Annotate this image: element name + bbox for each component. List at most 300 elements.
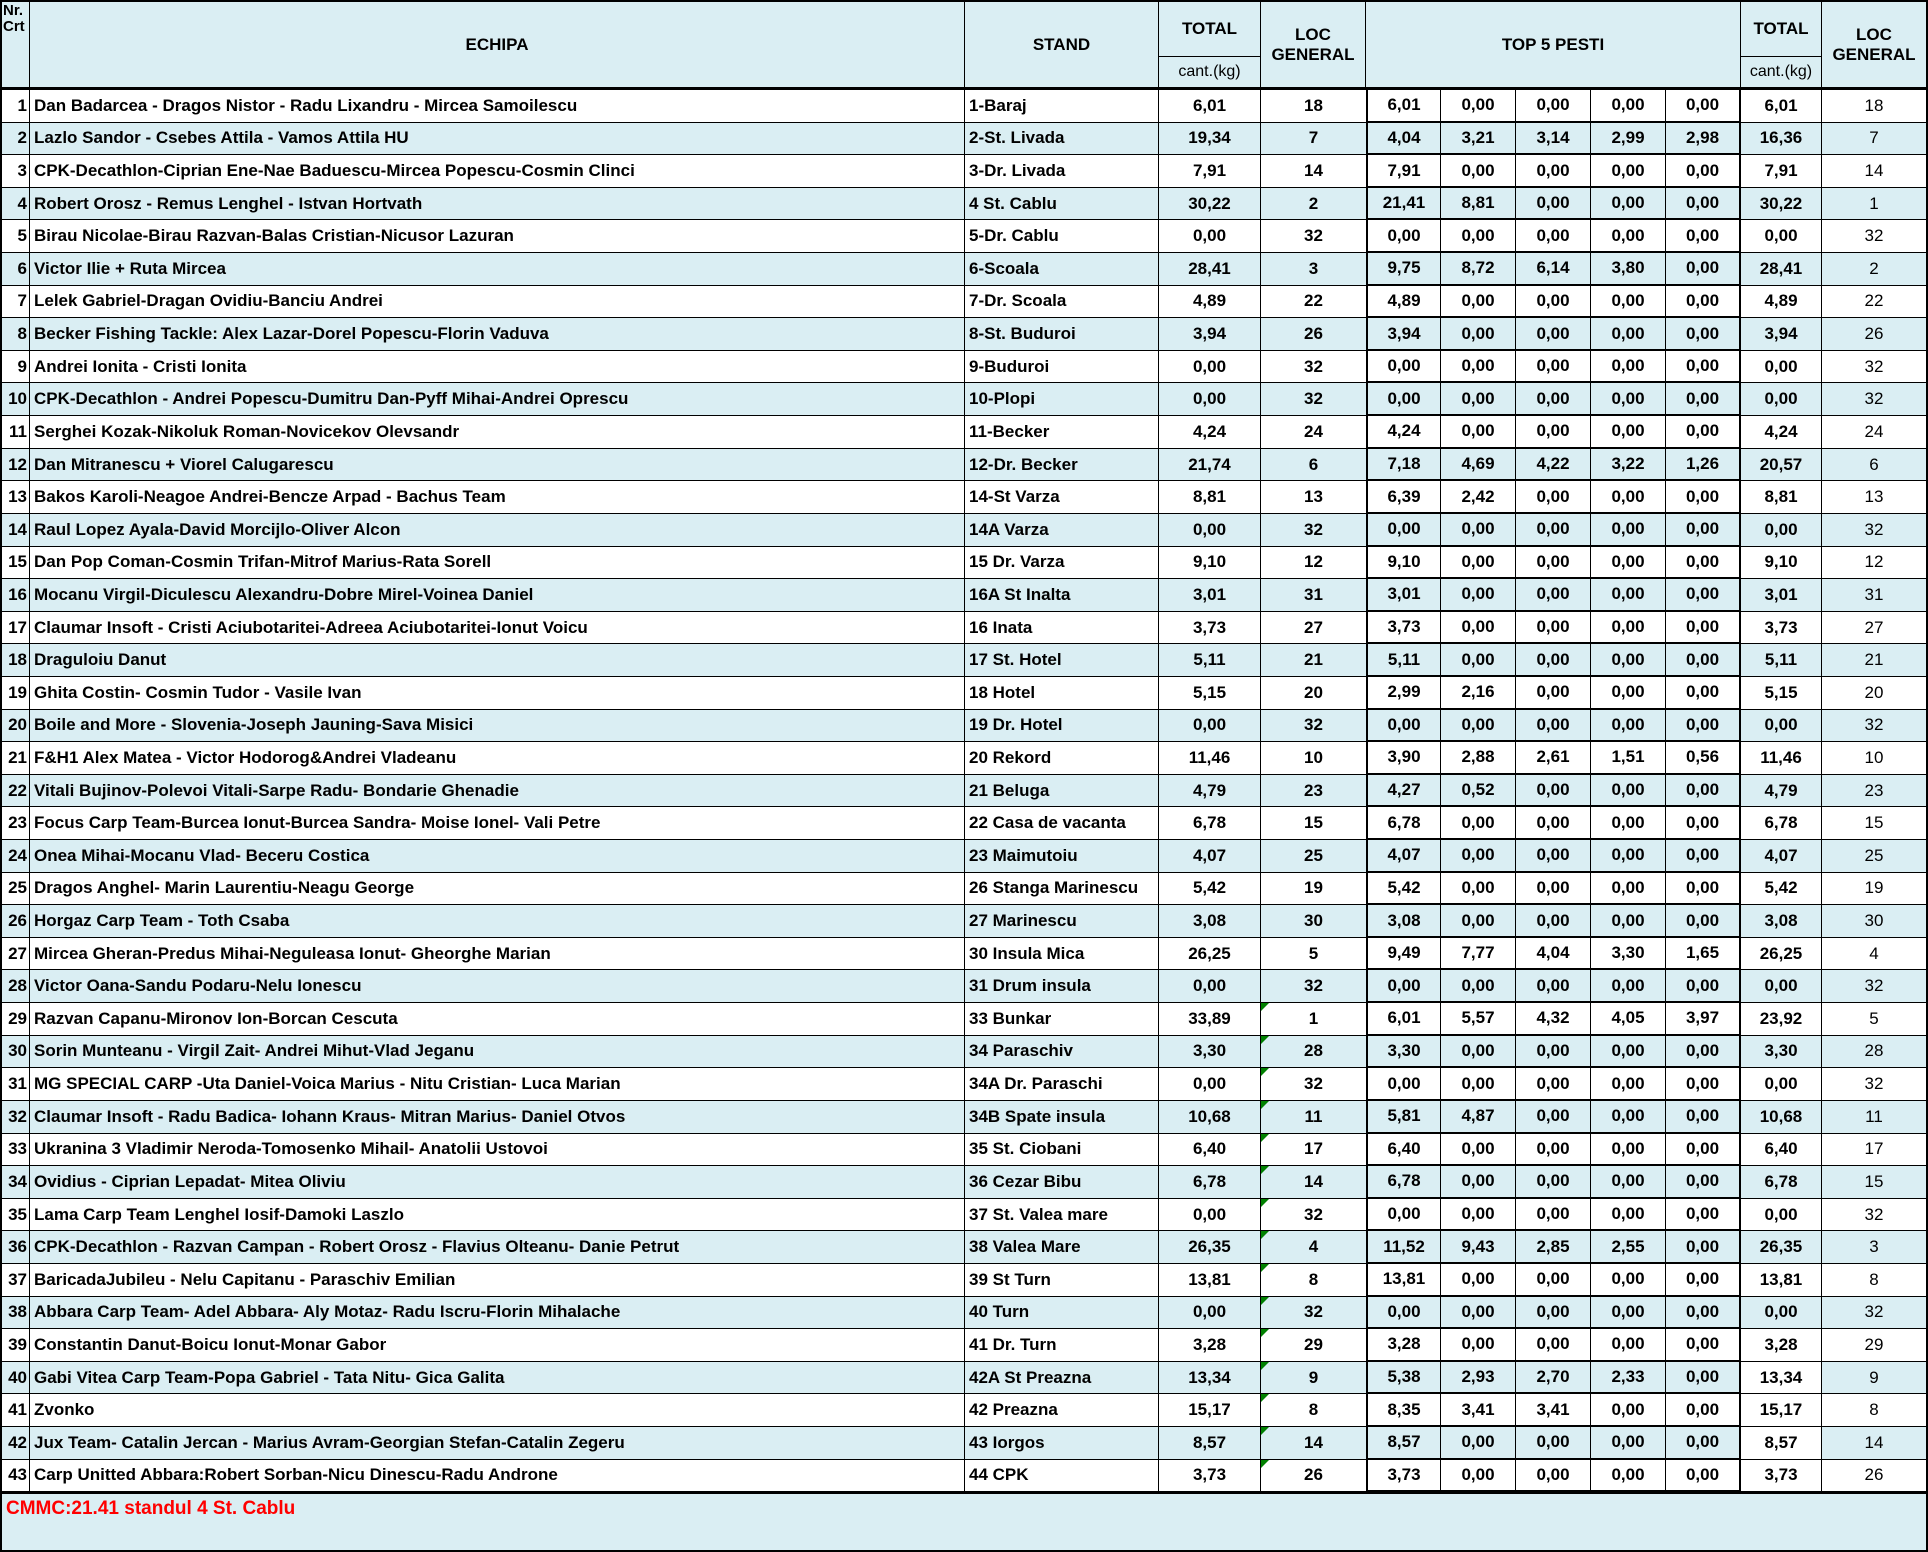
top5-fish-4: 0,00 xyxy=(1591,547,1666,580)
top5-fish-2: 0,00 xyxy=(1441,220,1516,253)
top5-fish-2: 4,87 xyxy=(1441,1101,1516,1134)
stand-name: 22 Casa de vacanta xyxy=(965,807,1159,840)
table-row xyxy=(2,1134,1926,1167)
table-row xyxy=(2,677,1926,710)
top5-fish-1: 3,30 xyxy=(1366,1036,1441,1069)
row-nr: 36 xyxy=(2,1231,30,1264)
total-top5-kg: 26,35 xyxy=(1741,1231,1822,1264)
top5-fish-2: 0,00 xyxy=(1441,1460,1516,1493)
table-row xyxy=(2,612,1926,645)
top5-fish-4: 4,05 xyxy=(1591,1003,1666,1036)
row-nr: 16 xyxy=(2,579,30,612)
top5-fish-3: 0,00 xyxy=(1516,481,1591,514)
loc-general-final: 29 xyxy=(1822,1329,1926,1362)
top5-fish-5: 0,00 xyxy=(1666,840,1741,873)
row-nr: 9 xyxy=(2,351,30,384)
loc-general: 5 xyxy=(1261,938,1366,971)
row-nr: 29 xyxy=(2,1003,30,1036)
loc-general: 25 xyxy=(1261,840,1366,873)
top5-fish-3: 0,00 xyxy=(1516,905,1591,938)
loc-general: 24 xyxy=(1261,416,1366,449)
table-row xyxy=(2,351,1926,384)
total-kg: 5,15 xyxy=(1159,677,1261,710)
top5-fish-3: 0,00 xyxy=(1516,547,1591,580)
top5-fish-1: 4,04 xyxy=(1366,123,1441,156)
row-nr: 37 xyxy=(2,1264,30,1297)
total-kg: 21,74 xyxy=(1159,449,1261,482)
top5-fish-5: 0,00 xyxy=(1666,905,1741,938)
loc-general-final: 32 xyxy=(1822,710,1926,743)
loc-general: 28 xyxy=(1261,1036,1366,1069)
row-nr: 17 xyxy=(2,612,30,645)
table-row xyxy=(2,1297,1926,1330)
table-row xyxy=(2,579,1926,612)
top5-fish-3: 0,00 xyxy=(1516,286,1591,319)
team-name: Dan Pop Coman-Cosmin Trifan-Mitrof Marius-Rata Sorell xyxy=(30,547,965,580)
top5-fish-5: 0,00 xyxy=(1666,318,1741,351)
top5-fish-4: 0,00 xyxy=(1591,1199,1666,1232)
top5-fish-4: 0,00 xyxy=(1591,710,1666,743)
row-nr: 38 xyxy=(2,1297,30,1330)
team-name: Ovidius - Ciprian Lepadat- Mitea Oliviu xyxy=(30,1166,965,1199)
top5-fish-3: 0,00 xyxy=(1516,612,1591,645)
top5-fish-4: 0,00 xyxy=(1591,775,1666,808)
loc-general-final: 23 xyxy=(1822,775,1926,808)
top5-fish-4: 0,00 xyxy=(1591,351,1666,384)
top5-fish-5: 0,00 xyxy=(1666,1068,1741,1101)
total-kg: 6,40 xyxy=(1159,1134,1261,1167)
top5-fish-5: 0,00 xyxy=(1666,873,1741,906)
top5-fish-4: 0,00 xyxy=(1591,612,1666,645)
total-top5-kg: 0,00 xyxy=(1741,710,1822,743)
top5-fish-4: 0,00 xyxy=(1591,514,1666,547)
stand-name: 41 Dr. Turn xyxy=(965,1329,1159,1362)
loc-general: 23 xyxy=(1261,775,1366,808)
row-nr: 18 xyxy=(2,644,30,677)
total-kg: 26,35 xyxy=(1159,1231,1261,1264)
top5-fish-2: 3,41 xyxy=(1441,1394,1516,1427)
top5-fish-5: 0,00 xyxy=(1666,253,1741,286)
top5-fish-2: 5,57 xyxy=(1441,1003,1516,1036)
loc-general: 32 xyxy=(1261,383,1366,416)
top5-fish-3: 4,32 xyxy=(1516,1003,1591,1036)
top5-fish-5: 0,00 xyxy=(1666,351,1741,384)
loc-general: 10 xyxy=(1261,742,1366,775)
total-top5-kg: 26,25 xyxy=(1741,938,1822,971)
team-name: Mocanu Virgil-Diculescu Alexandru-Dobre Mirel-Voinea Daniel xyxy=(30,579,965,612)
stand-name: 14A Varza xyxy=(965,514,1159,547)
team-name: Ghita Costin- Cosmin Tudor - Vasile Ivan xyxy=(30,677,965,710)
team-name: Victor Oana-Sandu Podaru-Nelu Ionescu xyxy=(30,970,965,1003)
top5-fish-2: 0,00 xyxy=(1441,1297,1516,1330)
top5-fish-4: 0,00 xyxy=(1591,840,1666,873)
header-top5-pesti: TOP 5 PESTI xyxy=(1366,2,1741,87)
row-nr: 25 xyxy=(2,873,30,906)
table-row xyxy=(2,742,1926,775)
team-name: Claumar Insoft - Radu Badica- Iohann Kraus- Mitran Marius- Daniel Otvos xyxy=(30,1101,965,1134)
top5-fish-1: 13,81 xyxy=(1366,1264,1441,1297)
loc-general-final: 5 xyxy=(1822,1003,1926,1036)
top5-fish-5: 1,65 xyxy=(1666,938,1741,971)
top5-fish-2: 3,21 xyxy=(1441,123,1516,156)
table-row xyxy=(2,416,1926,449)
team-name: Claumar Insoft - Cristi Aciubotaritei-Adreea Aciubotaritei-Ionut Voicu xyxy=(30,612,965,645)
top5-fish-2: 0,00 xyxy=(1441,1166,1516,1199)
stand-name: 30 Insula Mica xyxy=(965,938,1159,971)
cell-flag-triangle-icon xyxy=(1261,1264,1269,1272)
stand-name: 16A St Inalta xyxy=(965,579,1159,612)
total-top5-kg: 0,00 xyxy=(1741,1068,1822,1101)
table-row xyxy=(2,1036,1926,1069)
row-nr: 22 xyxy=(2,775,30,808)
header-echipa: ECHIPA xyxy=(30,2,965,87)
top5-fish-1: 0,00 xyxy=(1366,514,1441,547)
loc-general: 29 xyxy=(1261,1329,1366,1362)
top5-fish-5: 0,00 xyxy=(1666,710,1741,743)
top5-fish-1: 3,90 xyxy=(1366,742,1441,775)
top5-fish-3: 0,00 xyxy=(1516,579,1591,612)
team-name: CPK-Decathlon-Ciprian Ene-Nae Baduescu-Mircea Popescu-Cosmin Clinci xyxy=(30,155,965,188)
top5-fish-2: 0,52 xyxy=(1441,775,1516,808)
top5-fish-5: 0,00 xyxy=(1666,1166,1741,1199)
row-nr: 23 xyxy=(2,807,30,840)
top5-fish-4: 0,00 xyxy=(1591,286,1666,319)
loc-general-final: 9 xyxy=(1822,1362,1926,1395)
top5-fish-3: 0,00 xyxy=(1516,1460,1591,1493)
loc-general-final: 10 xyxy=(1822,742,1926,775)
top5-fish-5: 0,00 xyxy=(1666,155,1741,188)
stand-name: 36 Cezar Bibu xyxy=(965,1166,1159,1199)
row-nr: 14 xyxy=(2,514,30,547)
top5-fish-5: 0,00 xyxy=(1666,1427,1741,1460)
top5-fish-4: 0,00 xyxy=(1591,383,1666,416)
cell-flag-triangle-icon xyxy=(1261,1166,1269,1174)
table-row xyxy=(2,383,1926,416)
stand-name: 10-Plopi xyxy=(965,383,1159,416)
top5-fish-4: 0,00 xyxy=(1591,416,1666,449)
team-name: Vitali Bujinov-Polevoi Vitali-Sarpe Radu- Bondarie Ghenadie xyxy=(30,775,965,808)
top5-fish-3: 0,00 xyxy=(1516,1068,1591,1101)
team-name: Razvan Capanu-Mironov Ion-Borcan Cescuta xyxy=(30,1003,965,1036)
loc-general-final: 8 xyxy=(1822,1394,1926,1427)
header-total-2-unit: cant.(kg) xyxy=(1749,62,1813,80)
loc-general: 21 xyxy=(1261,644,1366,677)
top5-fish-4: 0,00 xyxy=(1591,220,1666,253)
table-row xyxy=(2,90,1926,123)
top5-fish-1: 5,11 xyxy=(1366,644,1441,677)
top5-fish-4: 2,99 xyxy=(1591,123,1666,156)
table-row xyxy=(2,449,1926,482)
header-nr-crt: Nr. Crt xyxy=(2,2,30,87)
top5-fish-3: 0,00 xyxy=(1516,970,1591,1003)
top5-fish-5: 0,00 xyxy=(1666,90,1741,123)
stand-name: 16 Inata xyxy=(965,612,1159,645)
total-top5-kg: 0,00 xyxy=(1741,1199,1822,1232)
loc-general: 31 xyxy=(1261,579,1366,612)
total-kg: 3,94 xyxy=(1159,318,1261,351)
stand-name: 18 Hotel xyxy=(965,677,1159,710)
stand-name: 5-Dr. Cablu xyxy=(965,220,1159,253)
total-kg: 0,00 xyxy=(1159,1068,1261,1101)
total-top5-kg: 23,92 xyxy=(1741,1003,1822,1036)
table-row xyxy=(2,1068,1926,1101)
stand-name: 6-Scoala xyxy=(965,253,1159,286)
loc-general: 20 xyxy=(1261,677,1366,710)
top5-fish-2: 0,00 xyxy=(1441,807,1516,840)
total-kg: 0,00 xyxy=(1159,970,1261,1003)
total-top5-kg: 0,00 xyxy=(1741,220,1822,253)
table-row xyxy=(2,253,1926,286)
table-row xyxy=(2,547,1926,580)
top5-fish-4: 0,00 xyxy=(1591,1068,1666,1101)
top5-fish-2: 4,69 xyxy=(1441,449,1516,482)
row-nr: 34 xyxy=(2,1166,30,1199)
loc-general-final: 2 xyxy=(1822,253,1926,286)
loc-general-final: 28 xyxy=(1822,1036,1926,1069)
row-nr: 3 xyxy=(2,155,30,188)
top5-fish-1: 0,00 xyxy=(1366,970,1441,1003)
total-kg: 3,01 xyxy=(1159,579,1261,612)
top5-fish-4: 0,00 xyxy=(1591,1134,1666,1167)
total-top5-kg: 3,08 xyxy=(1741,905,1822,938)
top5-fish-5: 0,00 xyxy=(1666,1297,1741,1330)
top5-fish-5: 0,00 xyxy=(1666,1264,1741,1297)
top5-fish-2: 0,00 xyxy=(1441,905,1516,938)
cell-flag-triangle-icon xyxy=(1261,1329,1269,1337)
total-top5-kg: 8,81 xyxy=(1741,481,1822,514)
stand-name: 27 Marinescu xyxy=(965,905,1159,938)
top5-fish-4: 0,00 xyxy=(1591,677,1666,710)
stand-name: 8-St. Buduroi xyxy=(965,318,1159,351)
team-name: Carp Unitted Abbara:Robert Sorban-Nicu Dinescu-Radu Androne xyxy=(30,1460,965,1493)
row-nr: 1 xyxy=(2,90,30,123)
top5-fish-1: 5,38 xyxy=(1366,1362,1441,1395)
top5-fish-2: 0,00 xyxy=(1441,1199,1516,1232)
top5-fish-2: 2,16 xyxy=(1441,677,1516,710)
top5-fish-1: 0,00 xyxy=(1366,1297,1441,1330)
top5-fish-1: 6,40 xyxy=(1366,1134,1441,1167)
team-name: Victor Ilie + Ruta Mircea xyxy=(30,253,965,286)
top5-fish-2: 0,00 xyxy=(1441,1036,1516,1069)
loc-general-final: 14 xyxy=(1822,1427,1926,1460)
top5-fish-2: 0,00 xyxy=(1441,579,1516,612)
table-row xyxy=(2,873,1926,906)
top5-fish-3: 0,00 xyxy=(1516,873,1591,906)
header-total-2 xyxy=(1741,2,1822,87)
row-nr: 26 xyxy=(2,905,30,938)
top5-fish-3: 0,00 xyxy=(1516,188,1591,221)
top5-fish-1: 0,00 xyxy=(1366,1199,1441,1232)
cell-flag-triangle-icon xyxy=(1261,1231,1269,1239)
top5-fish-4: 0,00 xyxy=(1591,1460,1666,1493)
top5-fish-3: 0,00 xyxy=(1516,1101,1591,1134)
top5-fish-5: 0,00 xyxy=(1666,547,1741,580)
top5-fish-5: 0,00 xyxy=(1666,1199,1741,1232)
top5-fish-4: 0,00 xyxy=(1591,807,1666,840)
loc-general-final: 6 xyxy=(1822,449,1926,482)
top5-fish-3: 0,00 xyxy=(1516,318,1591,351)
row-nr: 15 xyxy=(2,547,30,580)
top5-fish-1: 6,01 xyxy=(1366,1003,1441,1036)
top5-fish-4: 0,00 xyxy=(1591,1036,1666,1069)
top5-fish-3: 0,00 xyxy=(1516,1166,1591,1199)
team-name: Serghei Kozak-Nikoluk Roman-Novicekov Olevsandr xyxy=(30,416,965,449)
stand-name: 20 Rekord xyxy=(965,742,1159,775)
footer-band xyxy=(2,1492,1926,1550)
row-nr: 35 xyxy=(2,1199,30,1232)
top5-fish-1: 4,89 xyxy=(1366,286,1441,319)
stand-name: 19 Dr. Hotel xyxy=(965,710,1159,743)
table-row xyxy=(2,840,1926,873)
top5-fish-1: 6,39 xyxy=(1366,481,1441,514)
top5-fish-5: 0,00 xyxy=(1666,1231,1741,1264)
cell-flag-triangle-icon xyxy=(1261,1036,1269,1044)
team-name: Birau Nicolae-Birau Razvan-Balas Cristian-Nicusor Lazuran xyxy=(30,220,965,253)
top5-fish-1: 3,28 xyxy=(1366,1329,1441,1362)
stand-name: 34A Dr. Paraschi xyxy=(965,1068,1159,1101)
team-name: Lama Carp Team Lenghel Iosif-Damoki Laszlo xyxy=(30,1199,965,1232)
loc-general-final: 20 xyxy=(1822,677,1926,710)
top5-fish-1: 8,35 xyxy=(1366,1394,1441,1427)
stand-name: 34 Paraschiv xyxy=(965,1036,1159,1069)
top5-fish-1: 3,01 xyxy=(1366,579,1441,612)
total-kg: 0,00 xyxy=(1159,710,1261,743)
top5-fish-2: 0,00 xyxy=(1441,612,1516,645)
total-kg: 8,57 xyxy=(1159,1427,1261,1460)
loc-general-final: 32 xyxy=(1822,383,1926,416)
total-top5-kg: 11,46 xyxy=(1741,742,1822,775)
top5-fish-2: 9,43 xyxy=(1441,1231,1516,1264)
table-row xyxy=(2,1329,1926,1362)
top5-fish-4: 2,33 xyxy=(1591,1362,1666,1395)
top5-fish-2: 0,00 xyxy=(1441,710,1516,743)
total-top5-kg: 6,01 xyxy=(1741,90,1822,123)
top5-fish-1: 4,24 xyxy=(1366,416,1441,449)
table-row xyxy=(2,123,1926,156)
top5-fish-3: 0,00 xyxy=(1516,1199,1591,1232)
total-top5-kg: 4,79 xyxy=(1741,775,1822,808)
cell-flag-triangle-icon xyxy=(1261,1394,1269,1402)
team-name: CPK-Decathlon - Andrei Popescu-Dumitru Dan-Pyff Mihai-Andrei Oprescu xyxy=(30,383,965,416)
total-kg: 3,30 xyxy=(1159,1036,1261,1069)
total-top5-kg: 20,57 xyxy=(1741,449,1822,482)
table-row xyxy=(2,188,1926,221)
top5-fish-1: 3,08 xyxy=(1366,905,1441,938)
header-loc-general-2: LOC GENERAL xyxy=(1832,24,1916,64)
loc-general: 27 xyxy=(1261,612,1366,645)
stand-name: 35 St. Ciobani xyxy=(965,1134,1159,1167)
loc-general: 6 xyxy=(1261,449,1366,482)
top5-fish-5: 0,00 xyxy=(1666,1101,1741,1134)
top5-fish-2: 8,81 xyxy=(1441,188,1516,221)
row-nr: 39 xyxy=(2,1329,30,1362)
top5-fish-5: 2,98 xyxy=(1666,123,1741,156)
top5-fish-3: 0,00 xyxy=(1516,1329,1591,1362)
table-row xyxy=(2,220,1926,253)
team-name: Sorin Munteanu - Virgil Zait- Andrei Mihut-Vlad Jeganu xyxy=(30,1036,965,1069)
team-name: CPK-Decathlon - Razvan Campan - Robert Orosz - Flavius Olteanu- Danie Petrut xyxy=(30,1231,965,1264)
total-top5-kg: 30,22 xyxy=(1741,188,1822,221)
table-row xyxy=(2,807,1926,840)
row-nr: 32 xyxy=(2,1101,30,1134)
table-row xyxy=(2,1394,1926,1427)
loc-general: 32 xyxy=(1261,1297,1366,1330)
top5-fish-3: 0,00 xyxy=(1516,90,1591,123)
top5-fish-1: 9,10 xyxy=(1366,547,1441,580)
top5-fish-2: 2,93 xyxy=(1441,1362,1516,1395)
stand-name: 7-Dr. Scoala xyxy=(965,286,1159,319)
top5-fish-4: 0,00 xyxy=(1591,1101,1666,1134)
row-nr: 41 xyxy=(2,1394,30,1427)
total-top5-kg: 6,78 xyxy=(1741,807,1822,840)
loc-general-final: 8 xyxy=(1822,1264,1926,1297)
top5-fish-2: 0,00 xyxy=(1441,1427,1516,1460)
row-nr: 11 xyxy=(2,416,30,449)
loc-general: 12 xyxy=(1261,547,1366,580)
loc-general-final: 15 xyxy=(1822,807,1926,840)
team-name: Dragos Anghel- Marin Laurentiu-Neagu George xyxy=(30,873,965,906)
team-name: Abbara Carp Team- Adel Abbara- Aly Motaz- Radu Iscru-Florin Mihalache xyxy=(30,1297,965,1330)
header-total-1-unit: cant.(kg) xyxy=(1178,62,1241,80)
stand-name: 23 Maimutoiu xyxy=(965,840,1159,873)
total-top5-kg: 13,81 xyxy=(1741,1264,1822,1297)
total-top5-kg: 4,24 xyxy=(1741,416,1822,449)
cell-flag-triangle-icon xyxy=(1261,1134,1269,1142)
table-row xyxy=(2,1460,1926,1493)
loc-general-final: 4 xyxy=(1822,938,1926,971)
total-kg: 19,34 xyxy=(1159,123,1261,156)
total-kg: 5,42 xyxy=(1159,873,1261,906)
loc-general-final: 7 xyxy=(1822,123,1926,156)
team-name: Raul Lopez Ayala-David Morcijlo-Oliver Alcon xyxy=(30,514,965,547)
loc-general: 15 xyxy=(1261,807,1366,840)
top5-fish-3: 3,14 xyxy=(1516,123,1591,156)
top5-fish-1: 9,49 xyxy=(1366,938,1441,971)
row-nr: 5 xyxy=(2,220,30,253)
total-kg: 3,73 xyxy=(1159,612,1261,645)
top5-fish-4: 3,80 xyxy=(1591,253,1666,286)
top5-fish-5: 0,56 xyxy=(1666,742,1741,775)
stand-name: 2-St. Livada xyxy=(965,123,1159,156)
top5-fish-1: 6,78 xyxy=(1366,807,1441,840)
row-nr: 4 xyxy=(2,188,30,221)
top5-fish-5: 0,00 xyxy=(1666,807,1741,840)
total-kg: 0,00 xyxy=(1159,1297,1261,1330)
loc-general: 14 xyxy=(1261,1427,1366,1460)
total-kg: 5,11 xyxy=(1159,644,1261,677)
row-nr: 33 xyxy=(2,1134,30,1167)
top5-fish-1: 4,27 xyxy=(1366,775,1441,808)
total-top5-kg: 6,40 xyxy=(1741,1134,1822,1167)
loc-general-final: 18 xyxy=(1822,90,1926,123)
top5-fish-1: 6,78 xyxy=(1366,1166,1441,1199)
total-top5-kg: 4,89 xyxy=(1741,286,1822,319)
loc-general: 26 xyxy=(1261,1460,1366,1493)
row-nr: 31 xyxy=(2,1068,30,1101)
loc-general-final: 15 xyxy=(1822,1166,1926,1199)
row-nr: 27 xyxy=(2,938,30,971)
loc-general: 32 xyxy=(1261,1199,1366,1232)
loc-general-final: 32 xyxy=(1822,351,1926,384)
top5-fish-2: 7,77 xyxy=(1441,938,1516,971)
top5-fish-3: 0,00 xyxy=(1516,1036,1591,1069)
top5-fish-5: 0,00 xyxy=(1666,579,1741,612)
row-nr: 13 xyxy=(2,481,30,514)
team-name: Dan Mitranescu + Viorel Calugarescu xyxy=(30,449,965,482)
loc-general: 30 xyxy=(1261,905,1366,938)
top5-fish-3: 0,00 xyxy=(1516,1297,1591,1330)
total-top5-kg: 13,34 xyxy=(1741,1362,1822,1395)
